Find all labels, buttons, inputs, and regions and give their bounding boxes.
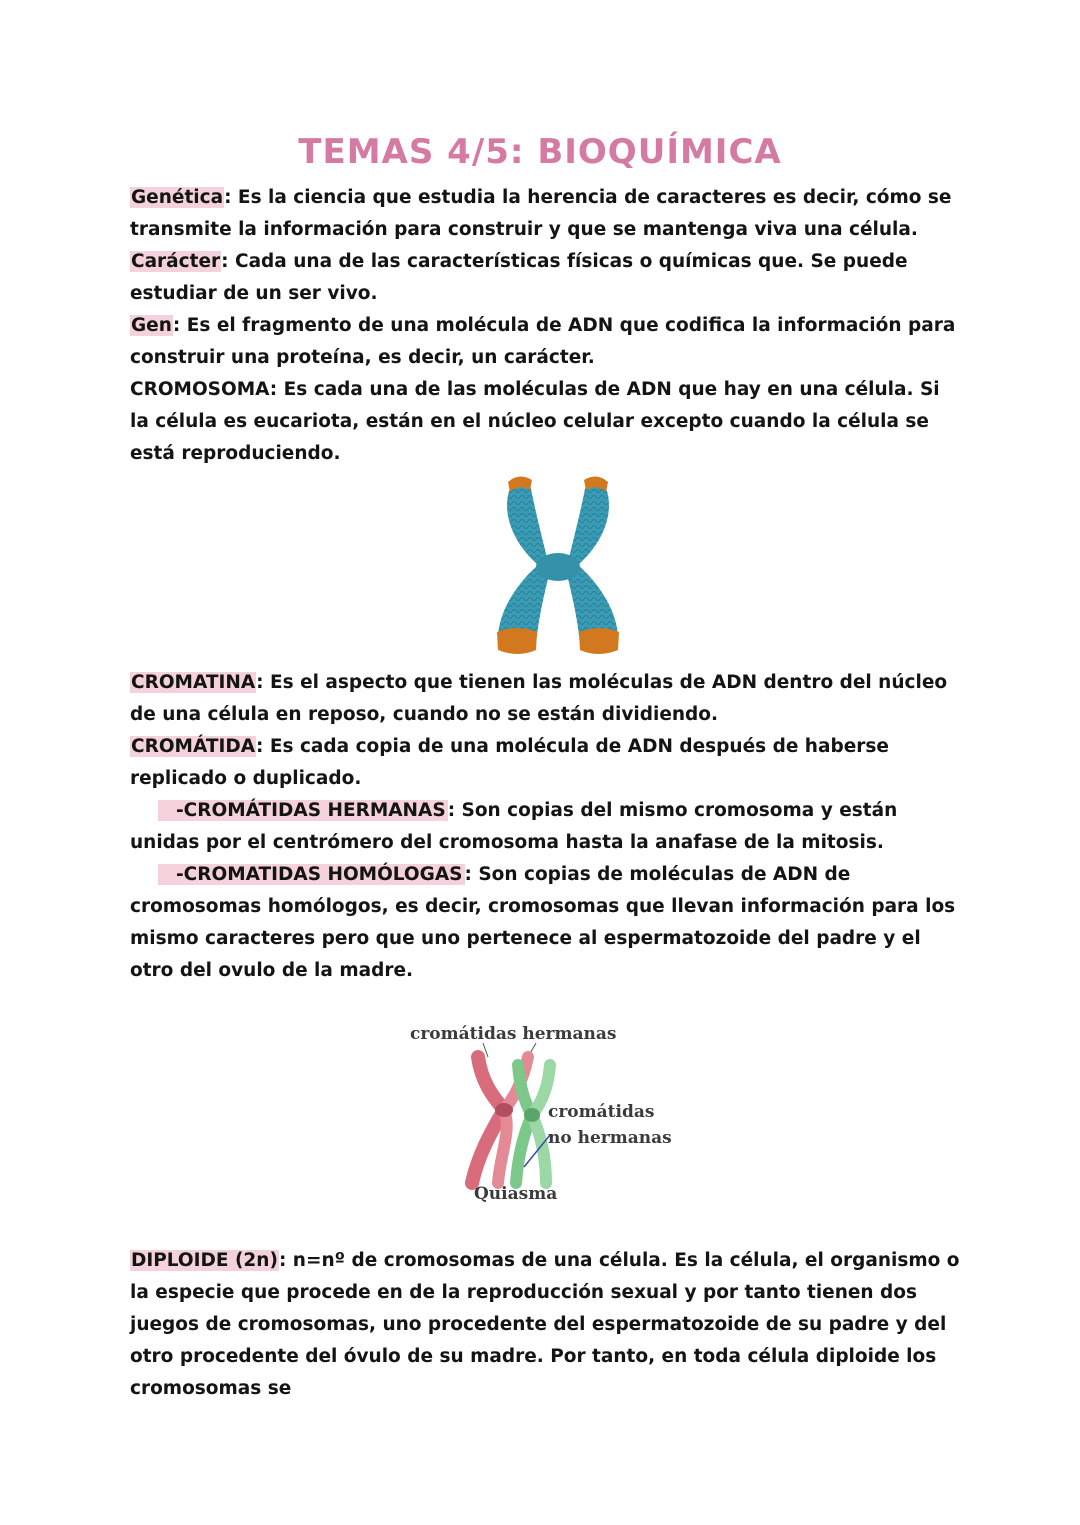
term-caracter: Carácter — [131, 251, 221, 272]
term-diploide: DIPLOIDE (2n) — [131, 1250, 278, 1271]
sub-homologas — [130, 864, 465, 885]
diploide-definition — [130, 1245, 960, 1405]
term-cromatina: CROMATINA — [131, 672, 256, 693]
term-cromatida: CROMÁTIDA — [131, 736, 256, 757]
term-gen: Gen — [131, 315, 172, 336]
def-cromatidas-homologas: : Son copias de moléculas de ADN de cromosomas homólogos, es decir, cromosomas que llevan información para los mismo caracteres pero que uno pertenece al espermatozoide del padre y el otro del ovulo de la madre. — [130, 864, 956, 981]
def-genetica: : Es la ciencia que estudia la herencia de caracteres es decir, cómo se transmite la información para construir y que se mantenga viva una célula. — [130, 187, 952, 240]
chiasma-figure — [400, 1015, 700, 1215]
label-no-hermanas: no hermanas — [548, 1128, 672, 1148]
label-cromatidas: cromátidas — [548, 1102, 655, 1122]
chromosome-figure — [488, 470, 628, 660]
chiasma-illustration — [400, 1015, 700, 1215]
def-diploide: : n=nº de cromosomas de una célula. Es la célula, el organismo o la especie que procede en de la reproducción sexual y por tanto tienen dos juegos de cromosomas, uno procedente del espermatozoide de su padre y del otro procedente del óvulo de su madre. Por tanto, en toda célula diploide los cromosomas se — [130, 1250, 960, 1399]
def-cromatina: : Es el aspecto que tienen las moléculas de ADN dentro del núcleo de una célula en reposo, cuando no se están dividiendo. — [130, 672, 948, 725]
page-title: TEMAS 4/5: BIOQUÍMICA — [298, 132, 782, 172]
label-cromatidas-hermanas: cromátidas hermanas — [410, 1024, 617, 1044]
term-cromatidas-hermanas: -CROMÁTIDAS HERMANAS — [158, 800, 448, 821]
term-genetica: Genética — [131, 187, 224, 208]
def-cromatidas-hermanas: : Son copias del mismo cromosoma y están unidas por el centrómero del cromosoma hasta la anafase de la mitosis. — [130, 800, 898, 853]
def-cromatida: : Es cada copia de una molécula de ADN después de haberse replicado o duplicado. — [130, 736, 889, 789]
label-quiasma: Quiasma — [474, 1184, 558, 1204]
sub-hermanas — [130, 800, 448, 821]
term-cromatidas-homologas: -CROMATIDAS HOMÓLOGAS — [158, 864, 465, 885]
intro-definitions — [130, 182, 960, 470]
def-cromosoma: CROMOSOMA: Es cada una de las moléculas de ADN que hay en una célula. Si la célula es eucariota, están en el núcleo celular excepto cuando la célula se está reproduciendo. — [130, 379, 940, 464]
def-caracter: : Cada una de las características físicas o químicas que. Se puede estudiar de un ser vivo. — [130, 251, 908, 304]
chromosome-illustration — [488, 470, 628, 660]
chromatin-definitions — [130, 667, 960, 987]
def-gen: : Es el fragmento de una molécula de ADN que codifica la información para construir una proteína, es decir, un carácter. — [130, 315, 956, 368]
